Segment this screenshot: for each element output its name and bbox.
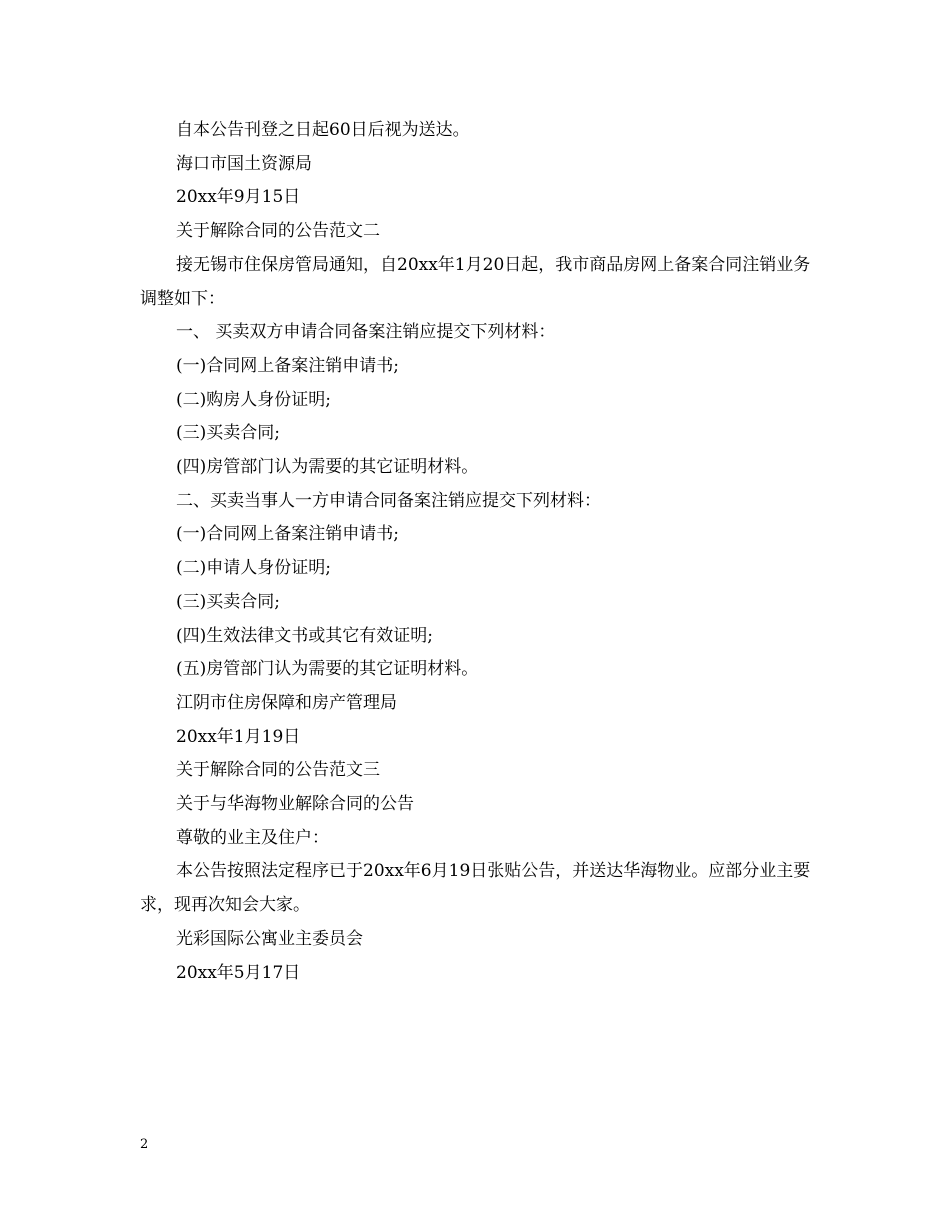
list-item: (四)房管部门认为需要的其它证明材料。	[176, 457, 479, 478]
paragraph: 20xx年9月15日	[176, 187, 301, 208]
paragraph: 江阴市住房保障和房产管理局	[176, 692, 397, 713]
list-item: (四)生效法律文书或其它有效证明;	[176, 625, 433, 646]
list-item: (三)买卖合同;	[176, 591, 280, 612]
list-item: (一)合同网上备案注销申请书;	[176, 524, 399, 545]
list-heading: 二、买卖当事人一方申请合同备案注销应提交下列材料：	[176, 490, 601, 511]
paragraph: 20xx年5月17日	[176, 962, 301, 983]
page-number: 2	[140, 1137, 149, 1152]
section-heading: 关于解除合同的公告范文三	[176, 760, 380, 781]
paragraph: 海口市国土资源局	[176, 153, 312, 174]
document-body	[140, 114, 820, 990]
list-item: (二)购房人身份证明;	[176, 389, 331, 410]
paragraph: 尊敬的业主及住户：	[176, 827, 329, 848]
section-heading: 关于解除合同的公告范文二	[176, 221, 380, 242]
paragraph: 光彩国际公寓业主委员会	[176, 928, 363, 949]
paragraph: 20xx年1月19日	[176, 726, 301, 747]
list-heading: 一、 买卖双方申请合同备案注销应提交下列材料：	[176, 322, 556, 343]
paragraph: 自本公告刊登之日起60日后视为送达。	[176, 120, 470, 140]
paragraph: 本公告按照法定程序已于20xx年6月19日张贴公告，并送达华海物业。应部分业主要求，现再次知会大家。	[140, 861, 811, 916]
paragraph: 接无锡市住保房管局通知，自20xx年1月20日起，我市商品房网上备案合同注销业务调整如下：	[140, 254, 811, 309]
list-item: (三)买卖合同;	[176, 423, 280, 444]
list-item: (五)房管部门认为需要的其它证明材料。	[176, 659, 479, 680]
list-item: (一)合同网上备案注销申请书;	[176, 355, 399, 376]
paragraph: 关于与华海物业解除合同的公告	[176, 794, 414, 815]
list-item: (二)申请人身份证明;	[176, 558, 331, 579]
